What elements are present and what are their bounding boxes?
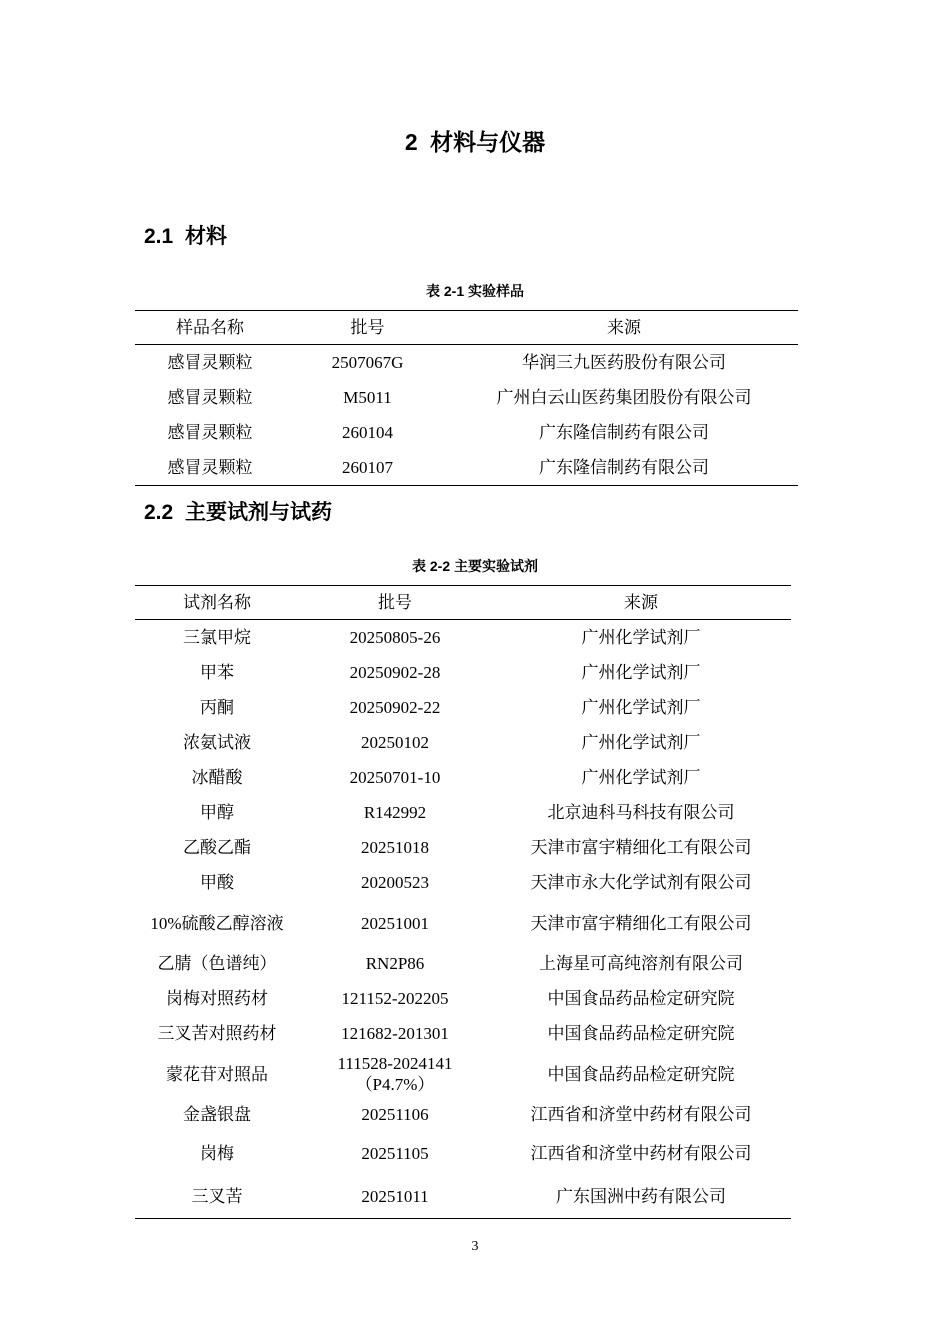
batch-number: 260104: [342, 423, 393, 442]
column-header: 来源: [450, 311, 798, 345]
batch-number: 20250902-22: [349, 698, 441, 717]
table-row: [135, 981, 791, 1016]
reagent-name: 金盏银盘: [183, 1105, 251, 1124]
batch-number: 260107: [342, 458, 393, 477]
batch-number: 20251106: [361, 1105, 429, 1124]
source: 广州白云山医药集团股份有限公司: [496, 388, 752, 407]
table2-caption: 表 2-2 主要实验试剂: [411, 558, 538, 574]
table-row: [135, 760, 791, 795]
table-row: [135, 690, 791, 725]
table-header-row: [135, 586, 791, 620]
reagent-name: 丙酮: [200, 698, 234, 717]
source: 天津市富宇精细化工有限公司: [530, 913, 752, 933]
table-row: [135, 865, 791, 900]
batch-number: 20251011: [361, 1187, 429, 1206]
batch-number: 20250102: [361, 733, 429, 752]
source: 广东隆信制药有限公司: [539, 423, 709, 442]
sample-name: 感冒灵颗粒: [167, 423, 253, 442]
batch-number: M5011: [343, 388, 392, 407]
batch-number: 20250701-10: [349, 768, 441, 787]
reagent-name: 甲苯: [200, 663, 234, 682]
reagent-name: 乙腈（色谱纯）: [157, 954, 277, 973]
page-number: 3: [471, 1239, 479, 1254]
table-row: [135, 345, 798, 381]
reagent-name: 甲酸: [200, 873, 234, 892]
column-header: 试剂名称: [135, 586, 299, 620]
batch-number: 20251001: [361, 913, 429, 933]
section-title-materials: 2.1 材料: [144, 225, 228, 248]
reagent-name: 甲醇: [200, 803, 234, 822]
reagents-table: [135, 585, 791, 1219]
table-row: [135, 946, 791, 981]
table-row: [135, 655, 791, 690]
reagent-name: 蒙花苷对照品: [166, 1064, 268, 1084]
table-row: [135, 1097, 791, 1132]
table-row: [135, 830, 791, 865]
source: 广东国洲中药有限公司: [556, 1187, 726, 1206]
reagent-name: 乙酸乙酯: [183, 838, 251, 857]
chapter-title: 2 材料与仪器: [404, 129, 546, 155]
table-row: [135, 1051, 791, 1097]
batch-number: 20251105: [361, 1144, 429, 1163]
source: 天津市富宇精细化工有限公司: [530, 838, 752, 857]
reagent-name: 岗梅: [200, 1144, 234, 1163]
column-header: 批号: [285, 311, 450, 345]
reagent-name: 三氯甲烷: [183, 628, 251, 647]
section-title-reagents: 2.2 主要试剂与试药: [144, 501, 333, 524]
batch-number: 111528-2024141（P4.7%）: [337, 1054, 453, 1094]
source: 广东隆信制药有限公司: [539, 458, 709, 477]
table-row: [135, 620, 791, 656]
column-header: 批号: [299, 586, 491, 620]
reagent-name: 三叉苦: [191, 1187, 243, 1206]
table-header-row: [135, 311, 798, 345]
table-row: [135, 415, 798, 450]
table-row: [135, 1132, 791, 1175]
source: 江西省和济堂中药材有限公司: [530, 1144, 752, 1163]
batch-number: RN2P86: [365, 954, 425, 973]
source: 天津市永大化学试剂有限公司: [530, 873, 752, 892]
batch-number: 121152-202205: [341, 989, 449, 1008]
reagent-name: 冰醋酸: [191, 768, 243, 787]
table-row: [135, 450, 798, 486]
source: 江西省和济堂中药材有限公司: [530, 1105, 752, 1124]
reagent-name: 10%硫酸乙醇溶液: [150, 913, 284, 933]
column-header: 来源: [491, 586, 791, 620]
source: 上海星可高纯溶剂有限公司: [539, 954, 743, 973]
source: 北京迪科马科技有限公司: [547, 803, 735, 822]
source: 中国食品药品检定研究院: [547, 1064, 735, 1084]
source: 中国食品药品检定研究院: [547, 989, 735, 1008]
table-row: [135, 1175, 791, 1219]
sample-name: 感冒灵颗粒: [167, 458, 253, 477]
sample-name: 感冒灵颗粒: [167, 388, 253, 407]
column-header: 样品名称: [135, 311, 285, 345]
source: 中国食品药品检定研究院: [547, 1024, 735, 1043]
source: 广州化学试剂厂: [581, 733, 701, 752]
table-row: [135, 795, 791, 830]
source: 广州化学试剂厂: [581, 698, 701, 717]
reagent-name: 浓氨试液: [183, 733, 251, 752]
source: 广州化学试剂厂: [581, 628, 701, 647]
source: 华润三九医药股份有限公司: [522, 353, 726, 372]
batch-number: 20200523: [361, 873, 429, 892]
source: 广州化学试剂厂: [581, 663, 701, 682]
sample-name: 感冒灵颗粒: [167, 353, 253, 372]
batch-number: 121682-201301: [341, 1024, 449, 1043]
batch-number: R142992: [363, 803, 427, 822]
table-row: [135, 725, 791, 760]
batch-number: 20250902-28: [349, 663, 441, 682]
table-row: [135, 900, 791, 946]
batch-number: 20250805-26: [349, 628, 441, 647]
batch-number: 20251018: [361, 838, 429, 857]
table1-caption: 表 2-1 实验样品: [425, 283, 524, 299]
samples-table: [135, 310, 798, 486]
batch-number: 2507067G: [331, 353, 404, 372]
table-row: [135, 380, 798, 415]
reagent-name: 三叉苦对照药材: [157, 1024, 277, 1043]
table-row: [135, 1016, 791, 1051]
source: 广州化学试剂厂: [581, 768, 701, 787]
reagent-name: 岗梅对照药材: [166, 989, 268, 1008]
